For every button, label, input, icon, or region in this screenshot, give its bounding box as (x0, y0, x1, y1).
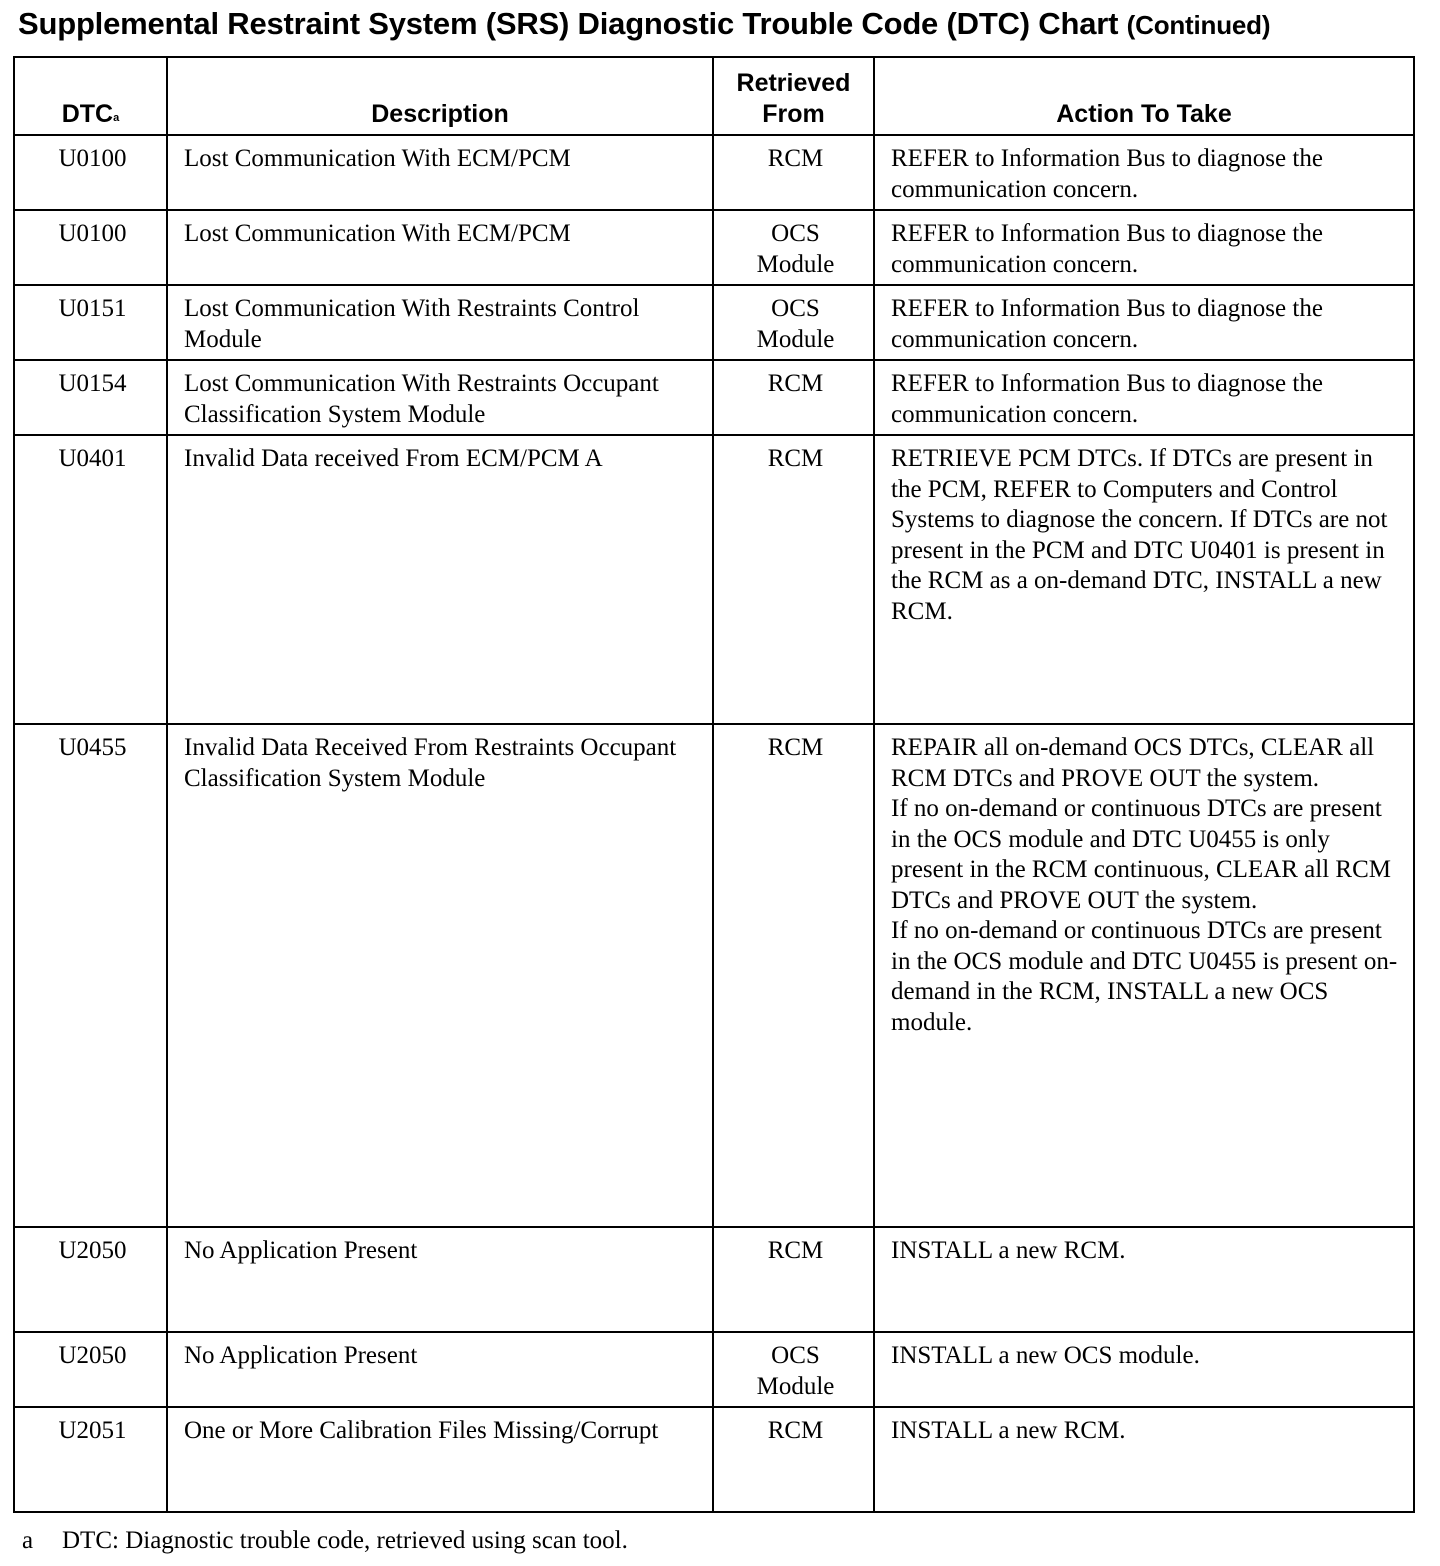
table-row (14, 210, 1414, 285)
cell-description: No Application Present (167, 1227, 713, 1332)
cell-description: Invalid Data received From ECM/PCM A (167, 435, 713, 724)
table-row (14, 285, 1414, 360)
header-dtc: DTC$^a$ (14, 57, 167, 135)
dtc-chart-table (13, 56, 1415, 1513)
action-paragraph: INSTALL a new RCM. (891, 1237, 1126, 1264)
table-row (14, 435, 1414, 724)
header-description: Description (167, 57, 713, 135)
action-paragraph: INSTALL a new RCM. (891, 1417, 1126, 1444)
cell-dtc: U0455 (14, 724, 167, 1227)
action-paragraph: REFER to Information Bus to diagnose the communication concern. (891, 145, 1323, 203)
table-header-row (14, 57, 1414, 135)
cell-description: No Application Present (167, 1332, 713, 1407)
footnote (22, 1527, 628, 1555)
cell-action (874, 210, 1414, 285)
header-retrieved-from: Retrieved From (713, 57, 874, 135)
cell-dtc: U2051 (14, 1407, 167, 1512)
cell-retrieved-from: OCS Module (713, 210, 874, 285)
action-paragraph: RETRIEVE PCM DTCs. If DTCs are present in the PCM, REFER to Computers and Control Systems to diagnose the concern. If DTCs are not present in the PCM and DTC U0401 is present in the RCM as a on-demand DTC, INSTALL a new RCM. (891, 445, 1388, 625)
cell-dtc: U0154 (14, 360, 167, 435)
footnote-mark: a (22, 1527, 34, 1554)
action-paragraph: REFER to Information Bus to diagnose the communication concern. (891, 295, 1323, 353)
cell-description: Lost Communication With Restraints Occupant Classification System Module (167, 360, 713, 435)
header-dtc-footnote-mark: a (113, 112, 120, 124)
action-paragraph: INSTALL a new OCS module. (891, 1342, 1200, 1369)
action-paragraph: REFER to Information Bus to diagnose the communication concern. (891, 370, 1323, 428)
cell-dtc: U0151 (14, 285, 167, 360)
cell-dtc: U0100 (14, 210, 167, 285)
action-paragraph: If no on-demand or continuous DTCs are present in the OCS module and DTC U0455 is present on-demand in the RCM, INSTALL a new OCS module. (891, 917, 1398, 1036)
cell-retrieved-from: OCS Module (713, 285, 874, 360)
cell-action (874, 1332, 1414, 1407)
cell-description: Lost Communication With ECM/PCM (167, 210, 713, 285)
cell-description: Invalid Data Received From Restraints Occupant Classification System Module (167, 724, 713, 1227)
cell-dtc: U0100 (14, 135, 167, 210)
footnote-text: DTC: Diagnostic trouble code, retrieved using scan tool. (62, 1527, 628, 1554)
cell-action (874, 285, 1414, 360)
cell-retrieved-from: RCM (713, 1227, 874, 1332)
header-action: Action To Take (874, 57, 1414, 135)
cell-action (874, 360, 1414, 435)
cell-action (874, 1407, 1414, 1512)
cell-dtc: U2050 (14, 1227, 167, 1332)
cell-dtc: U0401 (14, 435, 167, 724)
cell-retrieved-from: RCM (713, 724, 874, 1227)
cell-action (874, 135, 1414, 210)
table-row (14, 1227, 1414, 1332)
cell-retrieved-from: RCM (713, 1407, 874, 1512)
action-paragraph: If no on-demand or continuous DTCs are present in the OCS module and DTC U0455 is only present in the RCM continuous, CLEAR all RCM DTCs and PROVE OUT the system. (891, 795, 1391, 914)
title-main: Supplemental Restraint System (SRS) Diagnostic Trouble Code (DTC) Chart (18, 6, 1119, 41)
cell-description: Lost Communication With Restraints Control Module (167, 285, 713, 360)
cell-description: One or More Calibration Files Missing/Corrupt (167, 1407, 713, 1512)
table-row (14, 135, 1414, 210)
page-title (18, 6, 1428, 42)
action-paragraph: REPAIR all on-demand OCS DTCs, CLEAR all RCM DTCs and PROVE OUT the system. (891, 734, 1375, 792)
cell-retrieved-from: RCM (713, 360, 874, 435)
cell-retrieved-from: OCS Module (713, 1332, 874, 1407)
cell-action (874, 435, 1414, 724)
table-row (14, 360, 1414, 435)
cell-dtc: U2050 (14, 1332, 167, 1407)
table-row (14, 1407, 1414, 1512)
table-row (14, 724, 1414, 1227)
table-row (14, 1332, 1414, 1407)
cell-retrieved-from: RCM (713, 435, 874, 724)
cell-retrieved-from: RCM (713, 135, 874, 210)
action-paragraph: REFER to Information Bus to diagnose the communication concern. (891, 220, 1323, 278)
cell-action (874, 724, 1414, 1227)
cell-action (874, 1227, 1414, 1332)
title-continued: (Continued) (1126, 10, 1271, 40)
cell-description: Lost Communication With ECM/PCM (167, 135, 713, 210)
